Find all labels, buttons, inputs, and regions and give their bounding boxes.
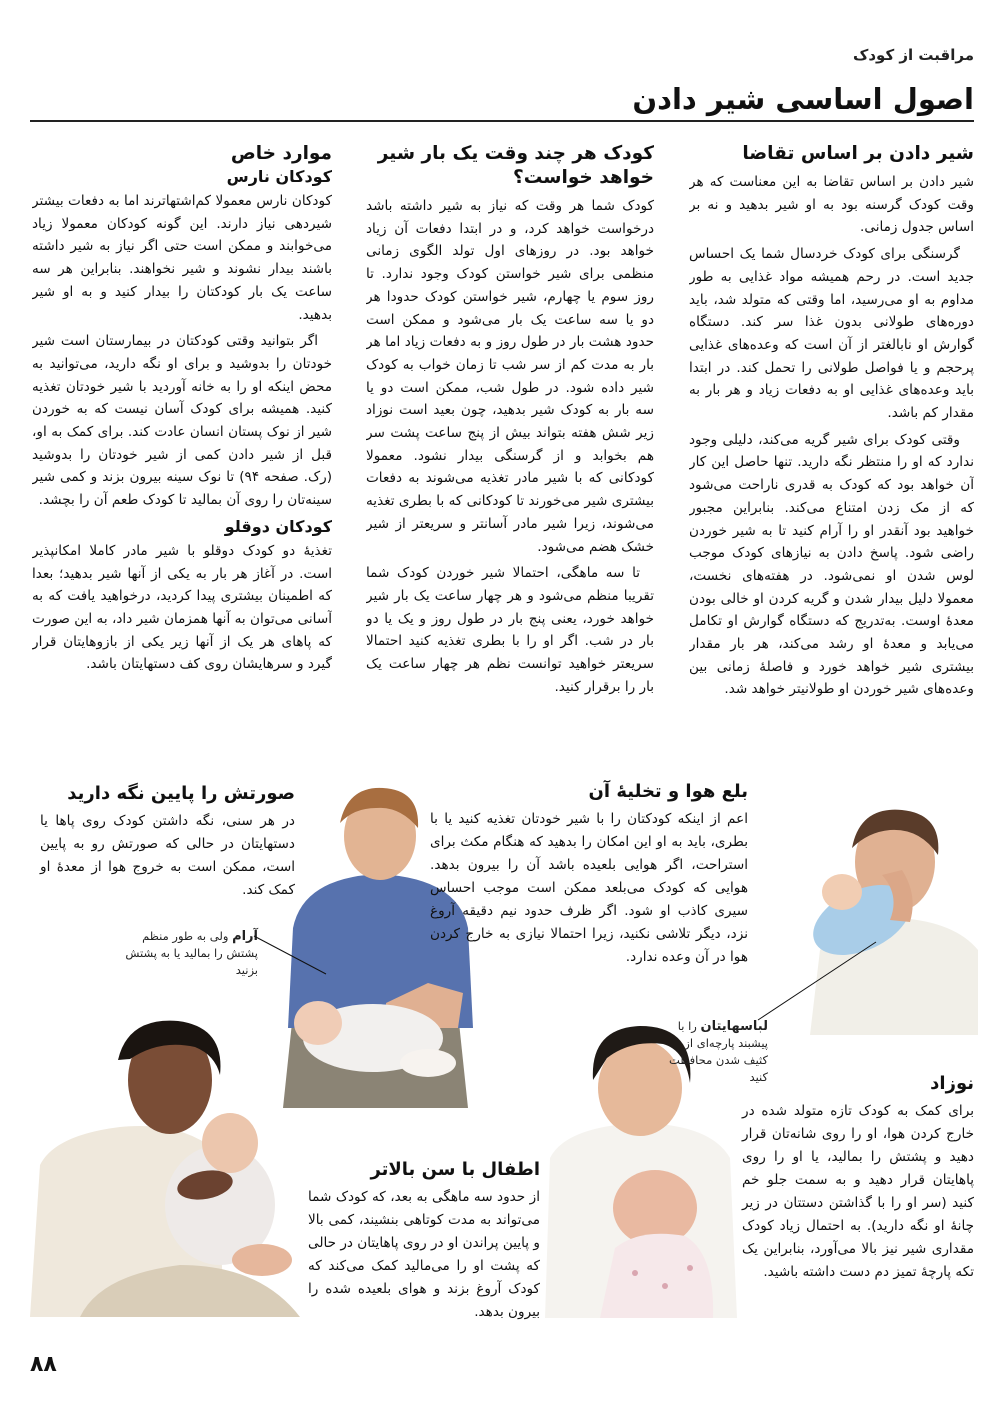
section-heading: کودک هر چند وقت یک بار شیر خواهد خواست؟	[377, 143, 654, 188]
caption-bold: لباسهایتان	[700, 1019, 768, 1034]
paragraph: اگر بتوانید وقتی کودکتان در بیمارستان است شیر خودتان را بدوشید و برای او نگه دارید، می‌توانید به محض اینکه او را به خانه آوردید با شیر خودتان تغذیه کنید. همیشه برای کودک آسان نیست که به خوردن شیر از نوک پستان انسان عادت کند. برای کمک به او، قبل از شیر دادن کمی از شیر خودتان را بدوشید (رک. صفحه ۹۴) تا نوک سینه بیرون بزند و کمی شیر سینه‌تان را روی آن بمالید تا کودک طعم آن را بچشد.	[32, 333, 332, 509]
page-title: اصول اساسی شیر دادن	[632, 82, 974, 116]
paragraph: تغذیهٔ دو کودک دوقلو با شیر مادر کاملا امکانپذیر است. در آغاز هر بار به یکی از آنها شیر بدهید؛ بعدا که اطمینان بیشتری پیدا کردید، درخواهید یافت که به آسانی می‌توان به آنها همزمان شیر داد، به این صورت که پاهای هر یک از آنها زیر یکی از بازوهایتان قرار گیرد و سرهایشان روی کف دستهایتان باشد.	[32, 542, 332, 673]
box-body: از حدود سه ماهگی به بعد، که کودک شما می‌تواند به مدت کوتاهی بنشیند، کمی بالا و پایین پراندن او در روی پاهایتان در حالی که پشت او را می‌مالید کمک می‌کند که کودک آروغ بزند و هوای بلعیده شده را بیرون بدهد.	[308, 1189, 540, 1320]
subheading-premature: کودکان نارس	[226, 167, 332, 186]
caption-leader-line	[752, 938, 882, 1028]
caption-text: ولی به طور منظم پشتش را بمالید یا به پشتش بزنید	[125, 929, 258, 977]
box-older-babies	[308, 1158, 540, 1324]
box-body: برای کمک به کودک تازه متولد شده در خارج کردن هوا، او را روی شانه‌تان قرار دهید و پشتش را بمالید، یا او را روی پاهایتان قرار دهید و به سمت جلو خم کنید (سر او را با گذاشتن دستتان در زیر چانهٔ او نگه دارید). به احتمال زیاد کودک مقداری شیر نیز بالا می‌آورد، بنابراین یک تکه پارچهٔ تمیز دم دست داشته باشید.	[742, 1103, 974, 1280]
box-body: در هر سنی، نگه داشتن کودک روی پاها یا دستهایتان در حالی که صورتش رو به پایین است، ممکن است به خروج هوا از معدهٔ او کمک کند.	[40, 813, 295, 898]
paragraph: کودکان نارس معمولا کم‌اشتهاترند اما به دفعات بیشتر شیردهی نیاز دارند. این گونه کودکان معمولا زیاد می‌خوابند و ممکن است حتی اگر نیاز به شیر داشته باشند بیدار نشوند و شیر نخواهند. بنابراین هر سه ساعت یک بار کودکتان را بیدار کنید و به او شیر بدهید.	[32, 193, 332, 323]
caption-gentle-patting	[108, 928, 258, 979]
box-heading: اطفال با سن بالاتر	[370, 1159, 540, 1180]
caption-text: را با پیشبند پارچه‌ای از کثیف شدن محافظت کنید	[668, 1019, 768, 1084]
column-how-often	[366, 142, 654, 762]
running-head: مراقبت از کودک	[853, 46, 974, 64]
box-newborn	[742, 1072, 974, 1284]
box-heading: بلع هوا و تخلیهٔ آن	[588, 781, 748, 802]
paragraph: گرسنگی برای کودک خردسال شما یک احساس جدید است. در رحم همیشه مواد غذایی به طور مداوم به او می‌رسید، اما وقتی که متولد شد، باید دوره‌های طولانی بدون غذا سر کند. دستگاه گوارش او نابالغتر از آن است که وعده‌های غذایی پرحجم و یا فواصل طولانی را تحمل کند. در ابتدا باید وعده‌های غذایی او به دفعات زیاد و هر بار به مقدار کم باشد.	[689, 246, 974, 422]
subheading-twins: کودکان دوقلو	[224, 516, 332, 536]
column-special-cases	[32, 142, 332, 762]
box-heading: صورتش را پایین نگه دارید	[67, 783, 295, 804]
section-heading: موارد خاص	[230, 143, 332, 164]
section-heading: شیر دادن بر اساس تقاضا	[742, 143, 974, 164]
box-heading: نوزاد	[930, 1073, 974, 1094]
column-feeding-on-demand	[689, 142, 974, 762]
paragraph: تا سه ماهگی، احتمالا شیر خوردن کودک شما تقریبا منظم می‌شود و هر چهار ساعت یک بار شیر خواهد خورد، یعنی پنج بار در طول روز و یک یا دو بار در شب. اگر او را با بطری تغذیه کنید احتمالا سریعتر خواهید توانست نظم هر چهار ساعت یک بار را برقرار کنید.	[366, 565, 654, 695]
title-divider	[30, 120, 974, 122]
paragraph: کودک شما هر وقت که نیاز به شیر داشته باشد درخواست خواهد کرد، و در ابتدا دفعات آن زیاد خواهد بود. در روزهای اول تولد الگوی زمانی منظمی برای شیر خواستن کودک وجود ندارد. تا روز سوم یا چهارم، شیر خواستن کودک حدودا هر دو یا سه ساعت یک بار می‌شود و ممکن است حدود هشت بار در طول روز و به دفعات زیاد اما هر بار به مدت کم از سر شب تا زمان خواب به کودک شیر داده شود. در طول شب، ممکن است دو یا سه بار به کودک شیر بدهید، چون بعید است نوزاد زیر شش هفته بتواند بیش از پنج ساعت پشت سر هم بخوابد و از گرسنگی بیدار نشود. معمولا کودکانی که با شیر مادر تغذیه می‌شوند به دفعات بیشتری شیر می‌خورند تا کودکانی که با بطری تغذیه می‌شوند، زیرا شیر مادر آسانتر و سریعتر از شیر خشک هضم می‌شود.	[366, 198, 654, 555]
box-body: اعم از اینکه کودکتان را با شیر خودتان تغذیه کنید یا با بطری، باید به او این امکان را بدهید که هنگام مکث برای استراحت، اگر هوایی بلعیده باشد آن را بیرون بدهد. هوایی که کودک می‌بلعد ممکن است موجب احساس سیری کاذب او شود. اگر ظرف حدود نیم دقیقه آروغ نزد، دیگر تلاشی نکنید، زیرا احتمالا نیازی به خارج کردن هوا در آن وعده ندارد.	[430, 811, 748, 965]
paragraph: وقتی کودک برای شیر گریه می‌کند، دلیلی وجود ندارد که او را منتظر نگه دارید. تنها حاصل این کار آن خواهد بود که کودک به قدری ناراحت می‌شود که از مک زدن امتناع می‌کند. بنابراین مجبور خواهید بود آنقدر او را آرام کنید تا به شیر خوردن راضی شود. پاسخ دادن به نیازهای کودک موجب لوس شدن او نمی‌شود. در هفته‌های نخست، معمولا دلیل بیدار شدن و گریه کردن او خالی بودن معدهٔ اوست. به‌تدریج که دستگاه گوارش او تکامل می‌یابد و معدهٔ او رشد می‌کند، هر بار مقدار بیشتری شیر خواهد خورد و فاصلهٔ زمانی بین وعده‌های شیر خوردن او طولانیتر خواهد شد.	[689, 431, 974, 698]
box-face-down	[40, 782, 295, 902]
caption-bold: آرام	[232, 929, 258, 944]
paragraph: شیر دادن بر اساس تقاضا به این معناست که هر وقت کودک گرسنه بود به او شیر بدهید و نه بر اساس جدول زمانی.	[689, 174, 974, 236]
box-burping	[430, 780, 748, 969]
caption-leader-line	[252, 930, 332, 980]
page-number: ۸۸	[30, 1352, 57, 1377]
photo-mother-older-baby	[30, 1015, 330, 1317]
